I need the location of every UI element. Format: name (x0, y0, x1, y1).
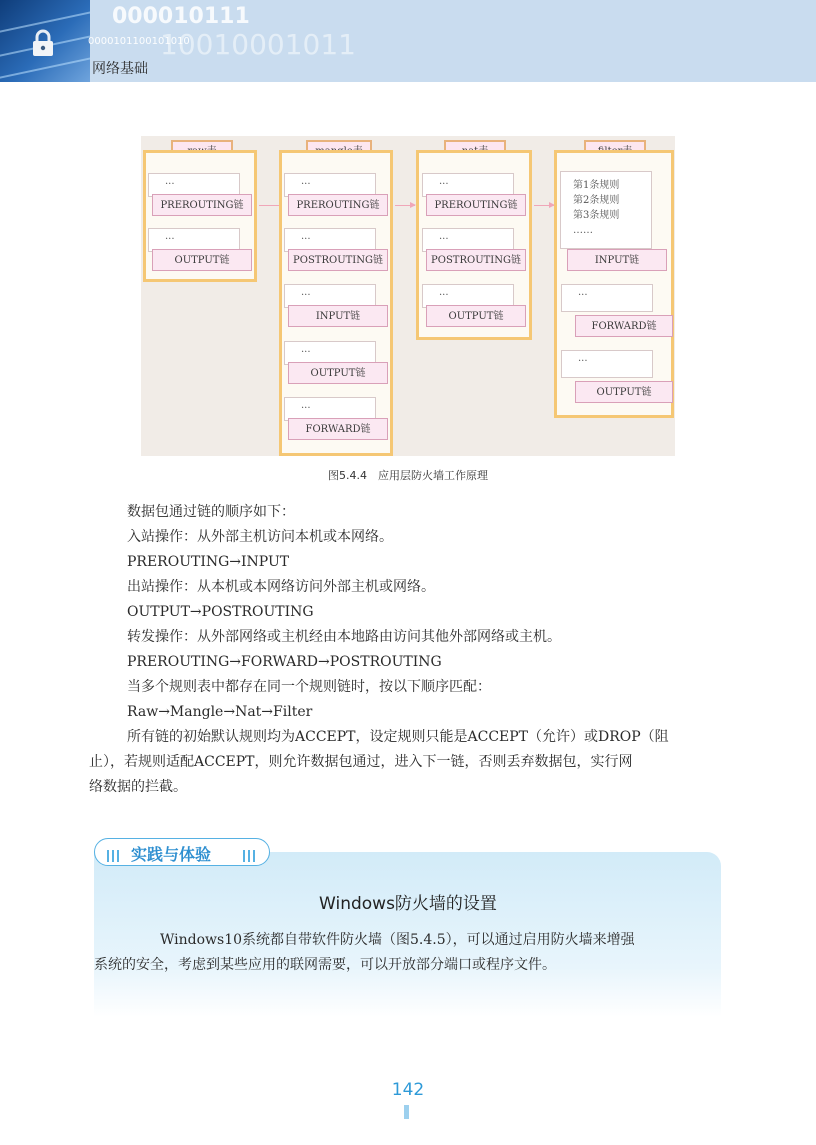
chain-box: PREROUTING链 (426, 194, 526, 216)
body-text (89, 500, 720, 800)
chain-box: OUTPUT链 (288, 362, 388, 384)
text-line: 系统的安全，考虑到某些应用的联网需要，可以开放部分端口或程序文件。 (94, 957, 556, 973)
rule-placeholder: ... (284, 173, 376, 197)
firewall-figure (141, 136, 675, 456)
chain-box: POSTROUTING链 (288, 249, 388, 271)
page-header (0, 0, 816, 82)
rule-placeholder: ... (561, 350, 653, 378)
text-line: 入站操作：从外部主机访问本机或本网络。 (127, 529, 393, 545)
chain-box: INPUT链 (288, 305, 388, 327)
rule-placeholder: ... (422, 228, 514, 252)
rule-placeholder: ... (284, 397, 376, 421)
practice-text (94, 928, 693, 978)
chain-box: PREROUTING链 (152, 194, 252, 216)
figure-caption: 图5.4.4 应用层防火墙工作原理 (328, 469, 488, 482)
chain-box: OUTPUT链 (426, 305, 526, 327)
rule-placeholder: ... (284, 341, 376, 365)
rule-item: …… (573, 225, 593, 236)
rule-item: 第2条规则 (573, 195, 620, 206)
text-line: PREROUTING→FORWARD→POSTROUTING (127, 654, 442, 670)
header-banner-image (0, 0, 90, 82)
page-number: 142 (391, 1080, 425, 1100)
chain-box: INPUT链 (567, 249, 667, 271)
practice-tab-label: 实践与体验 (131, 845, 212, 864)
text-line: 数据包通过链的顺序如下： (127, 504, 295, 520)
text-line: Raw→Mangle→Nat→Filter (127, 704, 313, 720)
rule-placeholder: ... (561, 284, 653, 312)
paragraph-line: 止），若规则适配ACCEPT，则允许数据包通过，进入下一链，否则丢弃数据包，实行网 (89, 754, 633, 770)
rule-placeholder: ... (284, 228, 376, 252)
bars-icon (107, 847, 129, 859)
rule-list (573, 178, 619, 238)
paragraph-line: 所有链的初始默认规则均为ACCEPT，设定规则只能是ACCEPT（允许）或DROP（阻 (127, 729, 669, 745)
rule-item: 第1条规则 (573, 180, 620, 191)
text-line: Windows10系统都自带软件防火墙（图5.4.5），可以通过启用防火墙来增强 (160, 932, 635, 948)
chain-box: FORWARD链 (575, 315, 673, 337)
rule-placeholder: ... (284, 284, 376, 308)
practice-tab (94, 838, 270, 866)
bars-icon (243, 847, 265, 859)
rule-placeholder: ... (148, 228, 240, 252)
paragraph-line: 络数据的拦截。 (89, 779, 187, 795)
rule-placeholder: ... (148, 173, 240, 197)
chain-box: FORWARD链 (288, 418, 388, 440)
text-line: 当多个规则表中都存在同一个规则链时，按以下顺序匹配： (127, 679, 491, 695)
flow-arrow (534, 205, 554, 206)
section-title: 网络基础 (92, 61, 148, 77)
page-marker (404, 1105, 409, 1119)
flow-arrow (395, 205, 415, 206)
rule-placeholder: ... (422, 284, 514, 308)
rule-item: 第3条规则 (573, 210, 620, 221)
practice-title: Windows防火墙的设置 (319, 894, 497, 914)
chain-box: OUTPUT链 (152, 249, 252, 271)
text-line: 转发操作：从外部网络或主机经由本地路由访问其他外部网络或主机。 (127, 629, 561, 645)
binary-decoration: 000010111 (112, 4, 250, 29)
text-line: 出站操作：从本机或本网络访问外部主机或网络。 (127, 579, 435, 595)
rule-placeholder: ... (422, 173, 514, 197)
text-line: OUTPUT→POSTROUTING (127, 604, 314, 620)
lock-icon (28, 28, 58, 58)
binary-decoration: 10010001011 (160, 28, 356, 61)
text-line: PREROUTING→INPUT (127, 554, 290, 570)
binary-decoration: 0000101100101010 (88, 36, 190, 47)
chain-box: POSTROUTING链 (426, 249, 526, 271)
chain-box: OUTPUT链 (575, 381, 673, 403)
chain-box: PREROUTING链 (288, 194, 388, 216)
